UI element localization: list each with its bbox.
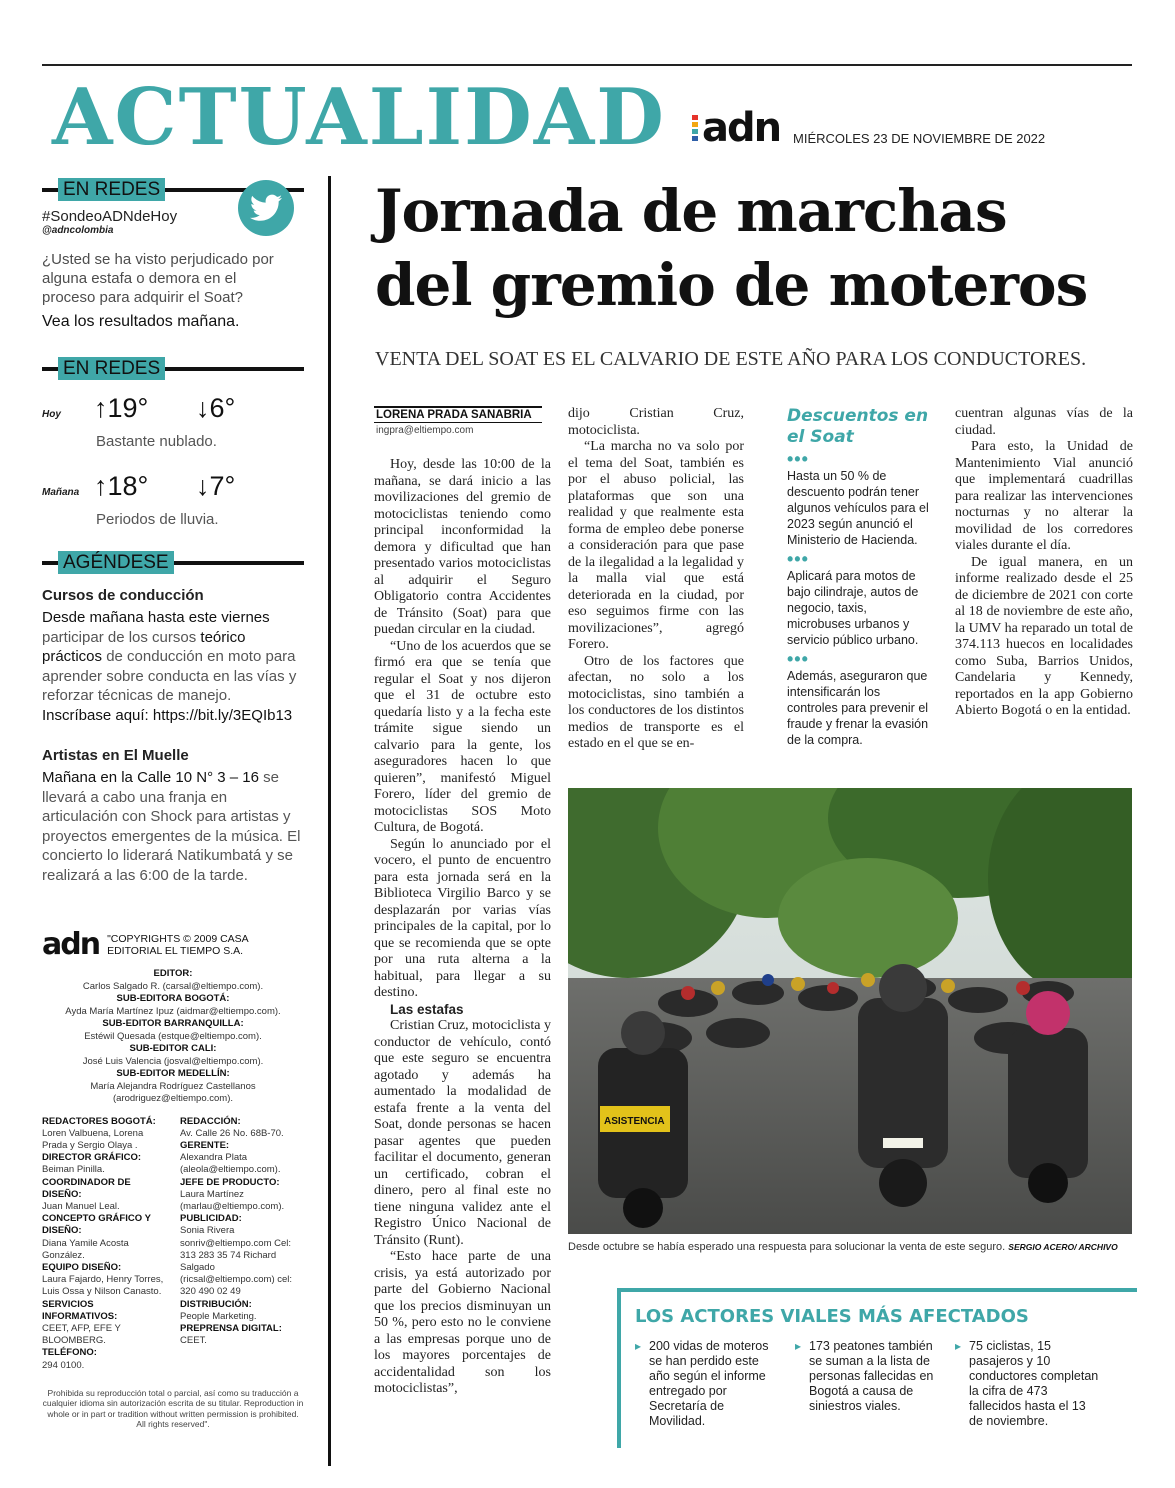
weather-low: ↓7° bbox=[196, 471, 236, 501]
weather-today bbox=[42, 395, 304, 471]
section-label-weather: EN REDES bbox=[42, 357, 304, 381]
weather-day-label: Hoy bbox=[42, 409, 61, 420]
section-label-agenda: AGÉNDESE bbox=[42, 551, 304, 575]
paragraph: “Esto hace parte de una crisis, ya está autorizado por parte del Gobierno Nacional que los precios disminuyan un 50 %, pero esto no le conviene a las empresas porque uno de los mayores porcentajes de accidentalidad son los motociclistas”, bbox=[374, 1249, 551, 1396]
redes-poll bbox=[42, 178, 304, 331]
paragraph: Según lo anunciado por el vocero, el punto de encuentro para esta jornada será en la Biblioteca Virgilio Barco y se desplazarán por varias vías principales de la capital, por lo que se recomienda que se opte por una ruta alterna a la habitual, para llegar a su destino. bbox=[374, 836, 551, 1000]
bullet-dots: ••• bbox=[787, 449, 809, 469]
paragraph: De igual manera, en un informe realizado desde el 25 de diciembre de 2021 con corte al 18 de noviembre de este año, la UMV ha reparado un total de 374.113 huecos en localidades como Suba, Barrios Unidos, Candelaria y Kennedy, reportados en la app Gobierno Abierto Bogotá o en la entidad. bbox=[955, 554, 1133, 718]
subheading: Las estafas bbox=[390, 1001, 464, 1017]
agenda-block bbox=[42, 551, 304, 885]
brand-logo bbox=[692, 105, 781, 151]
article-photo bbox=[568, 788, 1132, 1234]
staff-columns bbox=[42, 1116, 304, 1372]
author-name: LORENA PRADA SANABRIA bbox=[374, 406, 542, 423]
photo-caption: Desde octubre se había esperado una respuesta para solucionar la venta de este seguro. SERGIO ACERO/ ARCHIVO bbox=[568, 1241, 1118, 1253]
brand-color-bars bbox=[692, 115, 698, 141]
paragraph: Otro de los factores que afectan, no solo a los motociclistas, sino también a los conductores de los distintos medios de transporte es el estado en el que se en- bbox=[568, 653, 744, 751]
weather-description: Bastante nublado. bbox=[96, 433, 217, 450]
stat-item: ▸ 75 ciclistas, 15 pasajeros y 10 conductores completan la cifra de 473 fallecidos hasta el 13 de noviembre. bbox=[955, 1339, 1101, 1429]
stats-title: LOS ACTORES VIALES MÁS AFECTADOS bbox=[635, 1306, 1029, 1327]
headline: Jornada de marchas del gremio de moteros bbox=[375, 177, 1088, 319]
byline bbox=[374, 406, 542, 438]
sidebar bbox=[42, 176, 304, 885]
motorcycle-march-illustration bbox=[568, 788, 1132, 1234]
section-title: ACTUALIDAD bbox=[52, 72, 666, 163]
agenda-item-title: Artistas en El Muelle bbox=[42, 747, 189, 764]
staff-credits bbox=[42, 927, 304, 1430]
column-divider bbox=[328, 176, 331, 1466]
article-column-2 bbox=[568, 406, 744, 753]
box-item: Hasta un 50 % de descuento podrán tener algunos vehículos para el 2023 según anunció el Ministerio de Hacienda. bbox=[787, 469, 929, 547]
poll-results-note: Vea los resultados mañana. bbox=[42, 313, 240, 330]
article-column-4 bbox=[955, 406, 1133, 720]
weather-high: ↑19° bbox=[94, 393, 149, 423]
brand-text: adn bbox=[702, 105, 781, 151]
weather-description: Periodos de lluvia. bbox=[96, 511, 219, 528]
paragraph: Para esto, la Unidad de Mantenimiento Vial anunció que implementará cuadrillas para realizar las intervenciones nocturnas y no alterar la movilidad de los corredores viales durante el día. bbox=[955, 439, 1133, 553]
paragraph: dijo Cristian Cruz, motociclista. bbox=[568, 406, 744, 438]
issue-date: MIÉRCOLES 23 DE NOVIEMBRE DE 2022 bbox=[793, 131, 1046, 146]
staff-right: REDACCIÓN: Av. Calle 26 No. 68B-70. GERENTE: Alexandra Plata (aleola@eltiempo.com). JEFE DE PRODUCTO: Laura Martínez (marlau@eltiempo.com). PUBLICIDAD: Sonia Rivera sonriv@eltiempo.com Cel: 313 283 35 74 Richard Salgado (ricsal@eltiempo.com) cel: 320 490 02 49 DISTRIBUCIÓN: People Marketing. PREPRENSA DIGITAL: CEET. bbox=[180, 1115, 293, 1347]
copyright-note: "COPYRIGHTS © 2009 CASA EDITORIAL EL TIEMPO S.A. bbox=[107, 933, 249, 957]
agenda-item-title: Cursos de conducción bbox=[42, 587, 204, 604]
stat-item: ▸ 173 peatones también se suman a la lista de personas fallecidas en Bogotá a causa de siniestros viales. bbox=[795, 1339, 941, 1429]
discount-box bbox=[787, 406, 929, 748]
box-title: Descuentos en el Soat bbox=[787, 406, 929, 447]
agenda-item-body: Mañana en la Calle 10 N° 3 – 16 se llevará a cabo una franja en articulación con Shock para artistas y proyectos emergentes de la música. El concierto lo liderará Natikumbatá y se realizará a las 6:00 de la tarde. bbox=[42, 769, 301, 884]
staff-editors: EDITOR: Carlos Salgado R. (carsal@eltiempo.com). SUB-EDITORA BOGOTÁ: Ayda María Martínez Ipuz (aidmar@eltiempo.com). SUB-EDITOR BARRANQUILLA: Estéwil Quesada (estque@eltiempo.com). SUB-EDITOR CALI: José Luis Valencia (josval@eltiempo.com). SUB-EDITOR MEDELLÍN: María Alejandra Rodríguez Castellanos (arodriguez@eltiempo.com). bbox=[65, 968, 281, 1104]
paragraph: “La marcha no va solo por el tema del Soat, también es por el abuso policial, las plataformas que son una realidad y que realmente esta forma de empleo debe ponerse a consideración para que pase de la ilegalidad a la legalidad y la malla vial que está deteriorada en la ciudad, por eso seguimos firme con las movilizaciones”, agregó Forero. bbox=[568, 439, 744, 652]
section-label-redes: EN REDES bbox=[42, 178, 304, 202]
paragraph: “Uno de los acuerdos que se firmó era que se tenía que regular el Soat y nos dijeron que el 31 de octubre esto quedaría listo y a la fecha este trámite sigue siendo un calvario para la gente, los aseguradores hacen lo que quieren”, manifestó Miguel Forero, líder del gremio de motociclistas SOS Moto Cultura, de Bogotá. bbox=[374, 638, 551, 835]
box-item: Además, aseguraron que intensificarán los controles para prevenir el fraude y frenar la evasión de la compra. bbox=[787, 669, 929, 747]
weather-high: ↑18° bbox=[94, 471, 149, 501]
agenda-link[interactable]: Inscríbase aquí: https://bit.ly/3EQIb13 bbox=[42, 706, 293, 724]
legal-disclaimer: Prohibida su reproducción total o parcial, así como su traducción a cualquier idioma sin autorización escrita de su titular. Reproduction in whole or in part or tradition without written permission is prohibited. All rights reserved". bbox=[42, 1387, 304, 1430]
author-email[interactable]: ingpra@eltiempo.com bbox=[376, 425, 474, 436]
weather-low: ↓6° bbox=[196, 393, 236, 423]
subheadline: VENTA DEL SOAT ES EL CALVARIO DE ESTE AÑO PARA LOS CONDUCTORES. bbox=[375, 348, 1087, 370]
box-item: Aplicará para motos de bajo cilindraje, autos de negocio, taxis, microbuses urbanos y servicio público urbano. bbox=[787, 569, 919, 647]
bullet-dots: ••• bbox=[787, 649, 809, 669]
paragraph: Hoy, desde las 10:00 de la mañana, se dará inicio a las movilizaciones del gremio de motociclistas teniendo como principal inconformidad la demora y dificultad que han presentado varios motociclistas al adquirir el Seguro Obligatorio contra Accidentes de Tránsito (Soat) para que puedan circular en la ciudad. bbox=[374, 457, 551, 637]
staff-left: REDACTORES BOGOTÁ: Loren Valbuena, Lorena Prada y Sergio Olaya . DIRECTOR GRÁFICO: Beiman Pinilla. COORDINADOR DE DISEÑO: Juan Manuel Leal. CONCEPTO GRÁFICO Y DISEÑO: Diana Yamile Acosta González. EQUIPO DISEÑO: Laura Fajardo, Henry Torres, Luis Ossa y Nilson Canasto. SERVICIOS INFORMATIVOS: CEET, AFP, EFE Y BLOOMBERG. TELÉFONO: 294 0100. bbox=[42, 1115, 164, 1371]
twitter-handle: @adncolombia bbox=[42, 225, 114, 236]
article-column-1 bbox=[374, 457, 551, 1398]
poll-question: ¿Usted se ha visto perjudicado por alguna estafa o demora en el proceso para adquirir el Soat? bbox=[42, 251, 274, 306]
stat-item: ▸ 200 vidas de moteros se han perdido este año según el informe entregado por Secretaría de Movilidad. bbox=[635, 1339, 781, 1429]
paragraph: cuentran algunas vías de la ciudad. bbox=[955, 406, 1133, 438]
hashtag: #SondeoADNdeHoy bbox=[42, 208, 178, 225]
bullet-dots: ••• bbox=[787, 549, 809, 569]
vest-text: ASISTENCIA bbox=[604, 1116, 665, 1127]
agenda-item-body: Desde mañana hasta este viernes participar de los cursos teórico prácticos de conducción en moto para aprender sobre conducta en las vías y reforzar técnicas de manejo. Inscríbase aquí: https://bit.ly/3EQIb13 bbox=[42, 609, 297, 724]
twitter-icon bbox=[238, 180, 294, 236]
weather-day-label: Mañana bbox=[42, 487, 80, 498]
photo-credit: SERGIO ACERO/ ARCHIVO bbox=[1008, 1242, 1118, 1252]
paragraph: Cristian Cruz, motociclista y conductor de vehículo, contó que este seguro se encuentra agotado y además ha aumentado la modalidad de estafa frente a la venta del Soat, donde personas se hacen pasar agentes que pueden facilitar el documento, generan un certificado, cobran el dinero, pero al final este no tiene ninguna validez ante el Registro Único Nacional de Tránsito (Runt). bbox=[374, 1018, 551, 1248]
weather-block bbox=[42, 357, 304, 549]
adn-logo: adn bbox=[42, 927, 100, 962]
weather-tomorrow bbox=[42, 473, 304, 549]
top-rule bbox=[42, 64, 1132, 66]
stats-box bbox=[617, 1288, 1137, 1448]
